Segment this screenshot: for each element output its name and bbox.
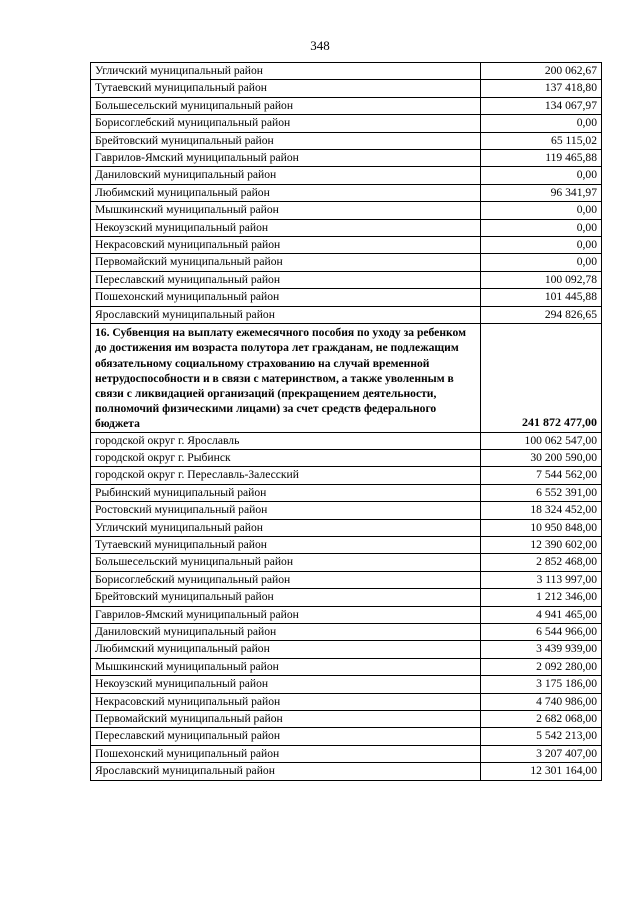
- district-name: Даниловский муниципальный район: [91, 167, 481, 184]
- table-row: [91, 150, 602, 167]
- amount: 119 465,88: [481, 150, 602, 167]
- table-row: [91, 184, 602, 201]
- district-name: Большесельский муниципальный район: [91, 554, 481, 571]
- district-name: Переславский муниципальный район: [91, 728, 481, 745]
- district-name: Первомайский муниципальный район: [91, 254, 481, 271]
- section-16: [91, 324, 602, 432]
- district-name: Некрасовский муниципальный район: [91, 237, 481, 254]
- amount: 2 092 280,00: [481, 658, 602, 675]
- amount: 100 062 547,00: [481, 432, 602, 449]
- table-row: [91, 571, 602, 588]
- district-name: Борисоглебский муниципальный район: [91, 115, 481, 132]
- amount: 12 390 602,00: [481, 536, 602, 553]
- district-name: Тутаевский муниципальный район: [91, 536, 481, 553]
- rows-after: [91, 432, 602, 780]
- table-row: [91, 202, 602, 219]
- amount: 18 324 452,00: [481, 502, 602, 519]
- district-name: городской округ г. Переславль-Залесский: [91, 467, 481, 484]
- district-name: Брейтовский муниципальный район: [91, 132, 481, 149]
- section-total: 241 872 477,00: [481, 324, 602, 432]
- amount: 6 544 966,00: [481, 623, 602, 640]
- district-name: Ростовский муниципальный район: [91, 502, 481, 519]
- amount: 134 067,97: [481, 97, 602, 114]
- table-row: [91, 254, 602, 271]
- district-name: Гаврилов-Ямский муниципальный район: [91, 150, 481, 167]
- amount: 0,00: [481, 167, 602, 184]
- table-row: [91, 589, 602, 606]
- table-row: [91, 711, 602, 728]
- table-row: [91, 502, 602, 519]
- district-name: Борисоглебский муниципальный район: [91, 571, 481, 588]
- table-row: [91, 606, 602, 623]
- table-row: [91, 554, 602, 571]
- table-row: [91, 519, 602, 536]
- district-name: Ярославский муниципальный район: [91, 763, 481, 780]
- district-name: Брейтовский муниципальный район: [91, 589, 481, 606]
- table-row: [91, 536, 602, 553]
- table-row: [91, 167, 602, 184]
- amount: 200 062,67: [481, 63, 602, 80]
- amount: 294 826,65: [481, 306, 602, 323]
- amount: 30 200 590,00: [481, 449, 602, 466]
- page-number: 348: [310, 38, 330, 53]
- district-name: Некоузский муниципальный район: [91, 676, 481, 693]
- table-row: [91, 728, 602, 745]
- amount: 1 212 346,00: [481, 589, 602, 606]
- table-row: [91, 97, 602, 114]
- district-name: Мышкинский муниципальный район: [91, 658, 481, 675]
- table-row: [91, 658, 602, 675]
- amount: 0,00: [481, 202, 602, 219]
- table-row: [91, 432, 602, 449]
- district-name: Ярославский муниципальный район: [91, 306, 481, 323]
- table-row: [91, 306, 602, 323]
- district-name: Даниловский муниципальный район: [91, 623, 481, 640]
- district-name: Пошехонский муниципальный район: [91, 289, 481, 306]
- district-name: Некоузский муниципальный район: [91, 219, 481, 236]
- amount: 3 113 997,00: [481, 571, 602, 588]
- amount: 0,00: [481, 237, 602, 254]
- amount: 2 682 068,00: [481, 711, 602, 728]
- amount: 4 941 465,00: [481, 606, 602, 623]
- table-row: [91, 289, 602, 306]
- table-row: [91, 763, 602, 780]
- amount: 3 207 407,00: [481, 745, 602, 762]
- amount: 96 341,97: [481, 184, 602, 201]
- table-row: [91, 623, 602, 640]
- district-name: городской округ г. Рыбинск: [91, 449, 481, 466]
- amount: 3 175 186,00: [481, 676, 602, 693]
- district-name: городской округ г. Ярославль: [91, 432, 481, 449]
- amount: 2 852 468,00: [481, 554, 602, 571]
- table-row: [91, 467, 602, 484]
- district-name: Мышкинский муниципальный район: [91, 202, 481, 219]
- table-row: [91, 237, 602, 254]
- amount: 7 544 562,00: [481, 467, 602, 484]
- table-row: [91, 484, 602, 501]
- district-name: Любимский муниципальный район: [91, 641, 481, 658]
- amount: 10 950 848,00: [481, 519, 602, 536]
- amount: 0,00: [481, 115, 602, 132]
- amount: 100 092,78: [481, 271, 602, 288]
- table-row: [91, 219, 602, 236]
- district-name: Угличский муниципальный район: [91, 519, 481, 536]
- amount: 137 418,80: [481, 80, 602, 97]
- amount: 0,00: [481, 254, 602, 271]
- table-row: [91, 693, 602, 710]
- district-name: Большесельский муниципальный район: [91, 97, 481, 114]
- district-name: Угличский муниципальный район: [91, 63, 481, 80]
- amount: 3 439 939,00: [481, 641, 602, 658]
- district-name: Переславский муниципальный район: [91, 271, 481, 288]
- district-name: Рыбинский муниципальный район: [91, 484, 481, 501]
- table-row: [91, 132, 602, 149]
- section-title: 16. Субвенция на выплату ежемесячного пособия по уходу за ребенком до достижения им возраста полутора лет гражданам, не подлежащим обязательному социальному страхованию на случай временной нетрудоспособности и в связи с материнством, а также уволенным в связи с ликвидацией организаций (прекращением деятельности, полномочий физическими лицами) за счет средств федерального бюджета: [91, 324, 481, 432]
- table-row: [91, 63, 602, 80]
- table-row: [91, 80, 602, 97]
- amount: 5 542 213,00: [481, 728, 602, 745]
- table-row: [91, 745, 602, 762]
- amount: 0,00: [481, 219, 602, 236]
- district-name: Первомайский муниципальный район: [91, 711, 481, 728]
- district-name: Тутаевский муниципальный район: [91, 80, 481, 97]
- subsidy-table: [90, 62, 602, 781]
- district-name: Гаврилов-Ямский муниципальный район: [91, 606, 481, 623]
- district-name: Пошехонский муниципальный район: [91, 745, 481, 762]
- table-row: [91, 115, 602, 132]
- table-row: [91, 271, 602, 288]
- district-name: Некрасовский муниципальный район: [91, 693, 481, 710]
- district-name: Любимский муниципальный район: [91, 184, 481, 201]
- amount: 4 740 986,00: [481, 693, 602, 710]
- table-row: [91, 449, 602, 466]
- section-header-row: [91, 324, 602, 432]
- rows-before: [91, 63, 602, 324]
- amount: 6 552 391,00: [481, 484, 602, 501]
- amount: 101 445,88: [481, 289, 602, 306]
- table-row: [91, 676, 602, 693]
- table-row: [91, 641, 602, 658]
- amount: 12 301 164,00: [481, 763, 602, 780]
- amount: 65 115,02: [481, 132, 602, 149]
